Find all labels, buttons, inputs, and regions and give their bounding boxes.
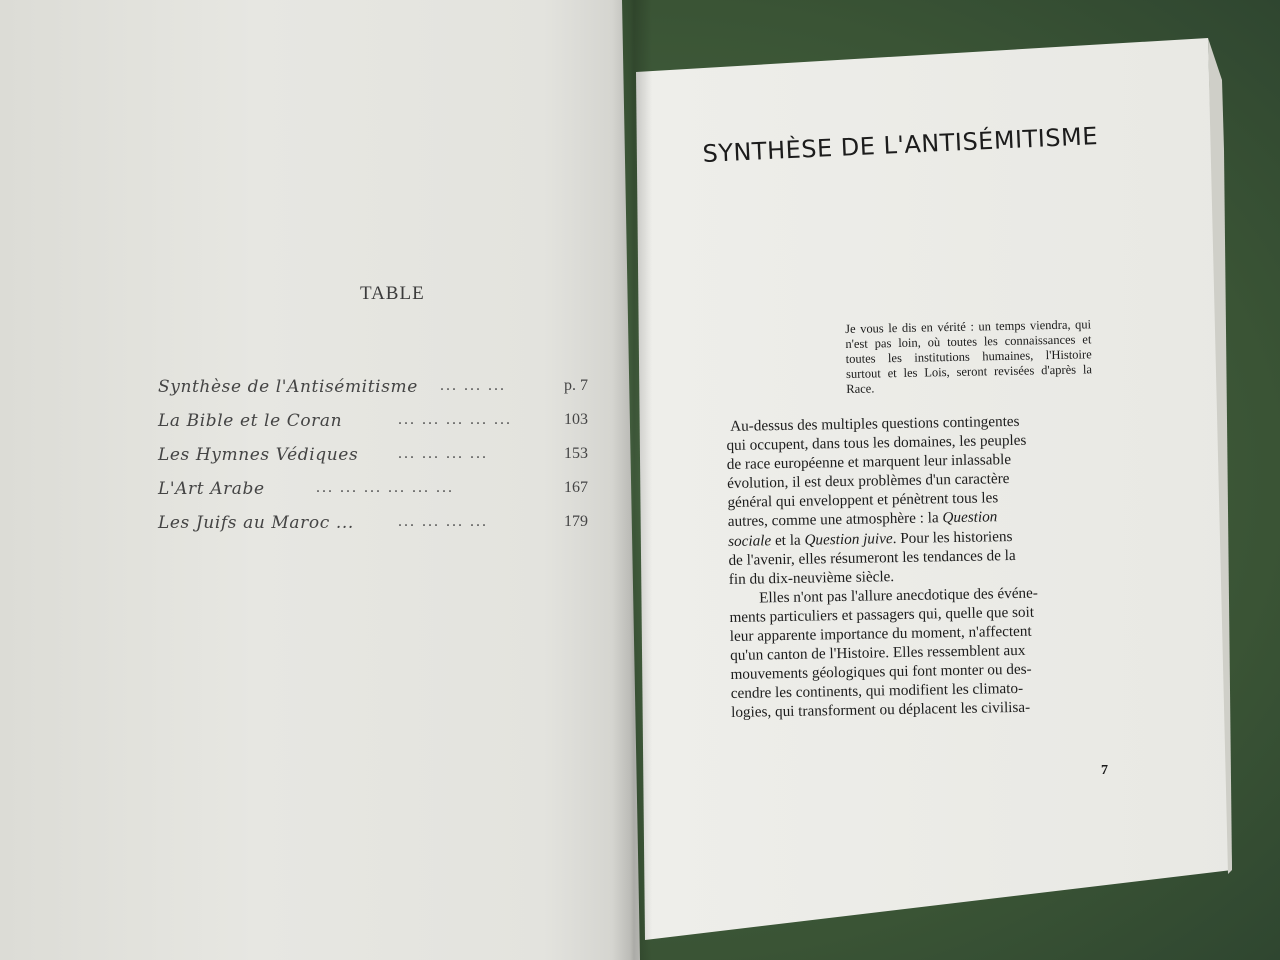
chapter-title: SYNTHÈSE DE L'ANTISÉMITISME (702, 122, 1099, 168)
toc-entry (158, 475, 598, 509)
body-line: évolution, il est deux problèmes d'un caractère (727, 470, 1010, 493)
body-line: général qui enveloppent et pénètrent tous les (727, 489, 999, 512)
body-segment: autres, comme une atmosphère : la (727, 509, 943, 531)
body-line: fin du dix-neuvième siècle. (728, 567, 895, 588)
toc-heading: TABLE (360, 283, 425, 304)
toc-list (158, 373, 598, 543)
toc-entry (158, 441, 598, 475)
toc-entry-page: p. 7 (564, 377, 588, 394)
body-line: cendre les continents, qui modifient les climato- (730, 680, 1024, 703)
body-text (726, 410, 1115, 722)
body-line: leur apparente importance du moment, n'affectent (729, 622, 1032, 645)
toc-entry-leader: ... ... ... ... (398, 513, 488, 530)
body-line: qu'un canton de l'Histoire. Elles ressemblent aux (730, 641, 1026, 665)
toc-entry-page: 103 (564, 411, 588, 428)
book-gutter (612, 0, 652, 960)
body-line: de l'avenir, elles résumeront les tendances de la (728, 546, 1016, 569)
toc-entry (158, 373, 598, 407)
toc-entry-leader: ... ... ... (440, 377, 506, 394)
body-line: ments particuliers et passagers qui, quelle que soit (729, 603, 1035, 626)
body-italic: Question (942, 508, 998, 527)
toc-entry (158, 509, 598, 543)
toc-entry-label: La Bible et le Coran (158, 411, 343, 431)
toc-entry-page: 179 (564, 513, 588, 530)
toc-entry-page: 153 (564, 445, 588, 462)
body-line: Au-dessus des multiples questions contingentes (730, 412, 1020, 435)
toc-entry (158, 407, 598, 441)
toc-entry-label: Les Juifs au Maroc ... (158, 513, 354, 533)
body-segment: et la (771, 531, 805, 549)
toc-entry-page: 167 (564, 479, 588, 496)
toc-entry-label: L'Art Arabe (158, 479, 265, 499)
body-line: qui occupent, dans tous les domaines, les peuples (726, 431, 1027, 455)
body-segment: . Pour les historiens (892, 527, 1013, 547)
toc-entry-label: Synthèse de l'Antisémitisme (158, 377, 418, 397)
toc-entry-leader: ... ... ... ... ... ... (316, 479, 454, 496)
body-line: de race européenne et marquent leur inlassable (726, 451, 1012, 474)
toc-entry-leader: ... ... ... ... ... (398, 411, 512, 428)
body-line: Elles n'ont pas l'allure anecdotique des événe- (759, 584, 1039, 607)
page-number: 7 (1101, 763, 1108, 778)
toc-entry-label: Les Hymnes Védiques (158, 445, 359, 465)
epigraph: Je vous le dis en vérité : un temps viendra, qui n'est pas loin, où toutes les connaissances et toutes les institutions humaines, l'Histoire surtout et les Lois, seront revisées d'après la Race. (845, 317, 1093, 396)
body-line: logies, qui transforment ou déplacent les civilisa- (731, 699, 1031, 722)
body-italic: Question juive (804, 529, 893, 549)
body-line: mouvements géologiques qui font monter ou des- (730, 660, 1032, 684)
body-italic: sociale (728, 531, 772, 550)
toc-entry-leader: ... ... ... ... (398, 445, 488, 462)
